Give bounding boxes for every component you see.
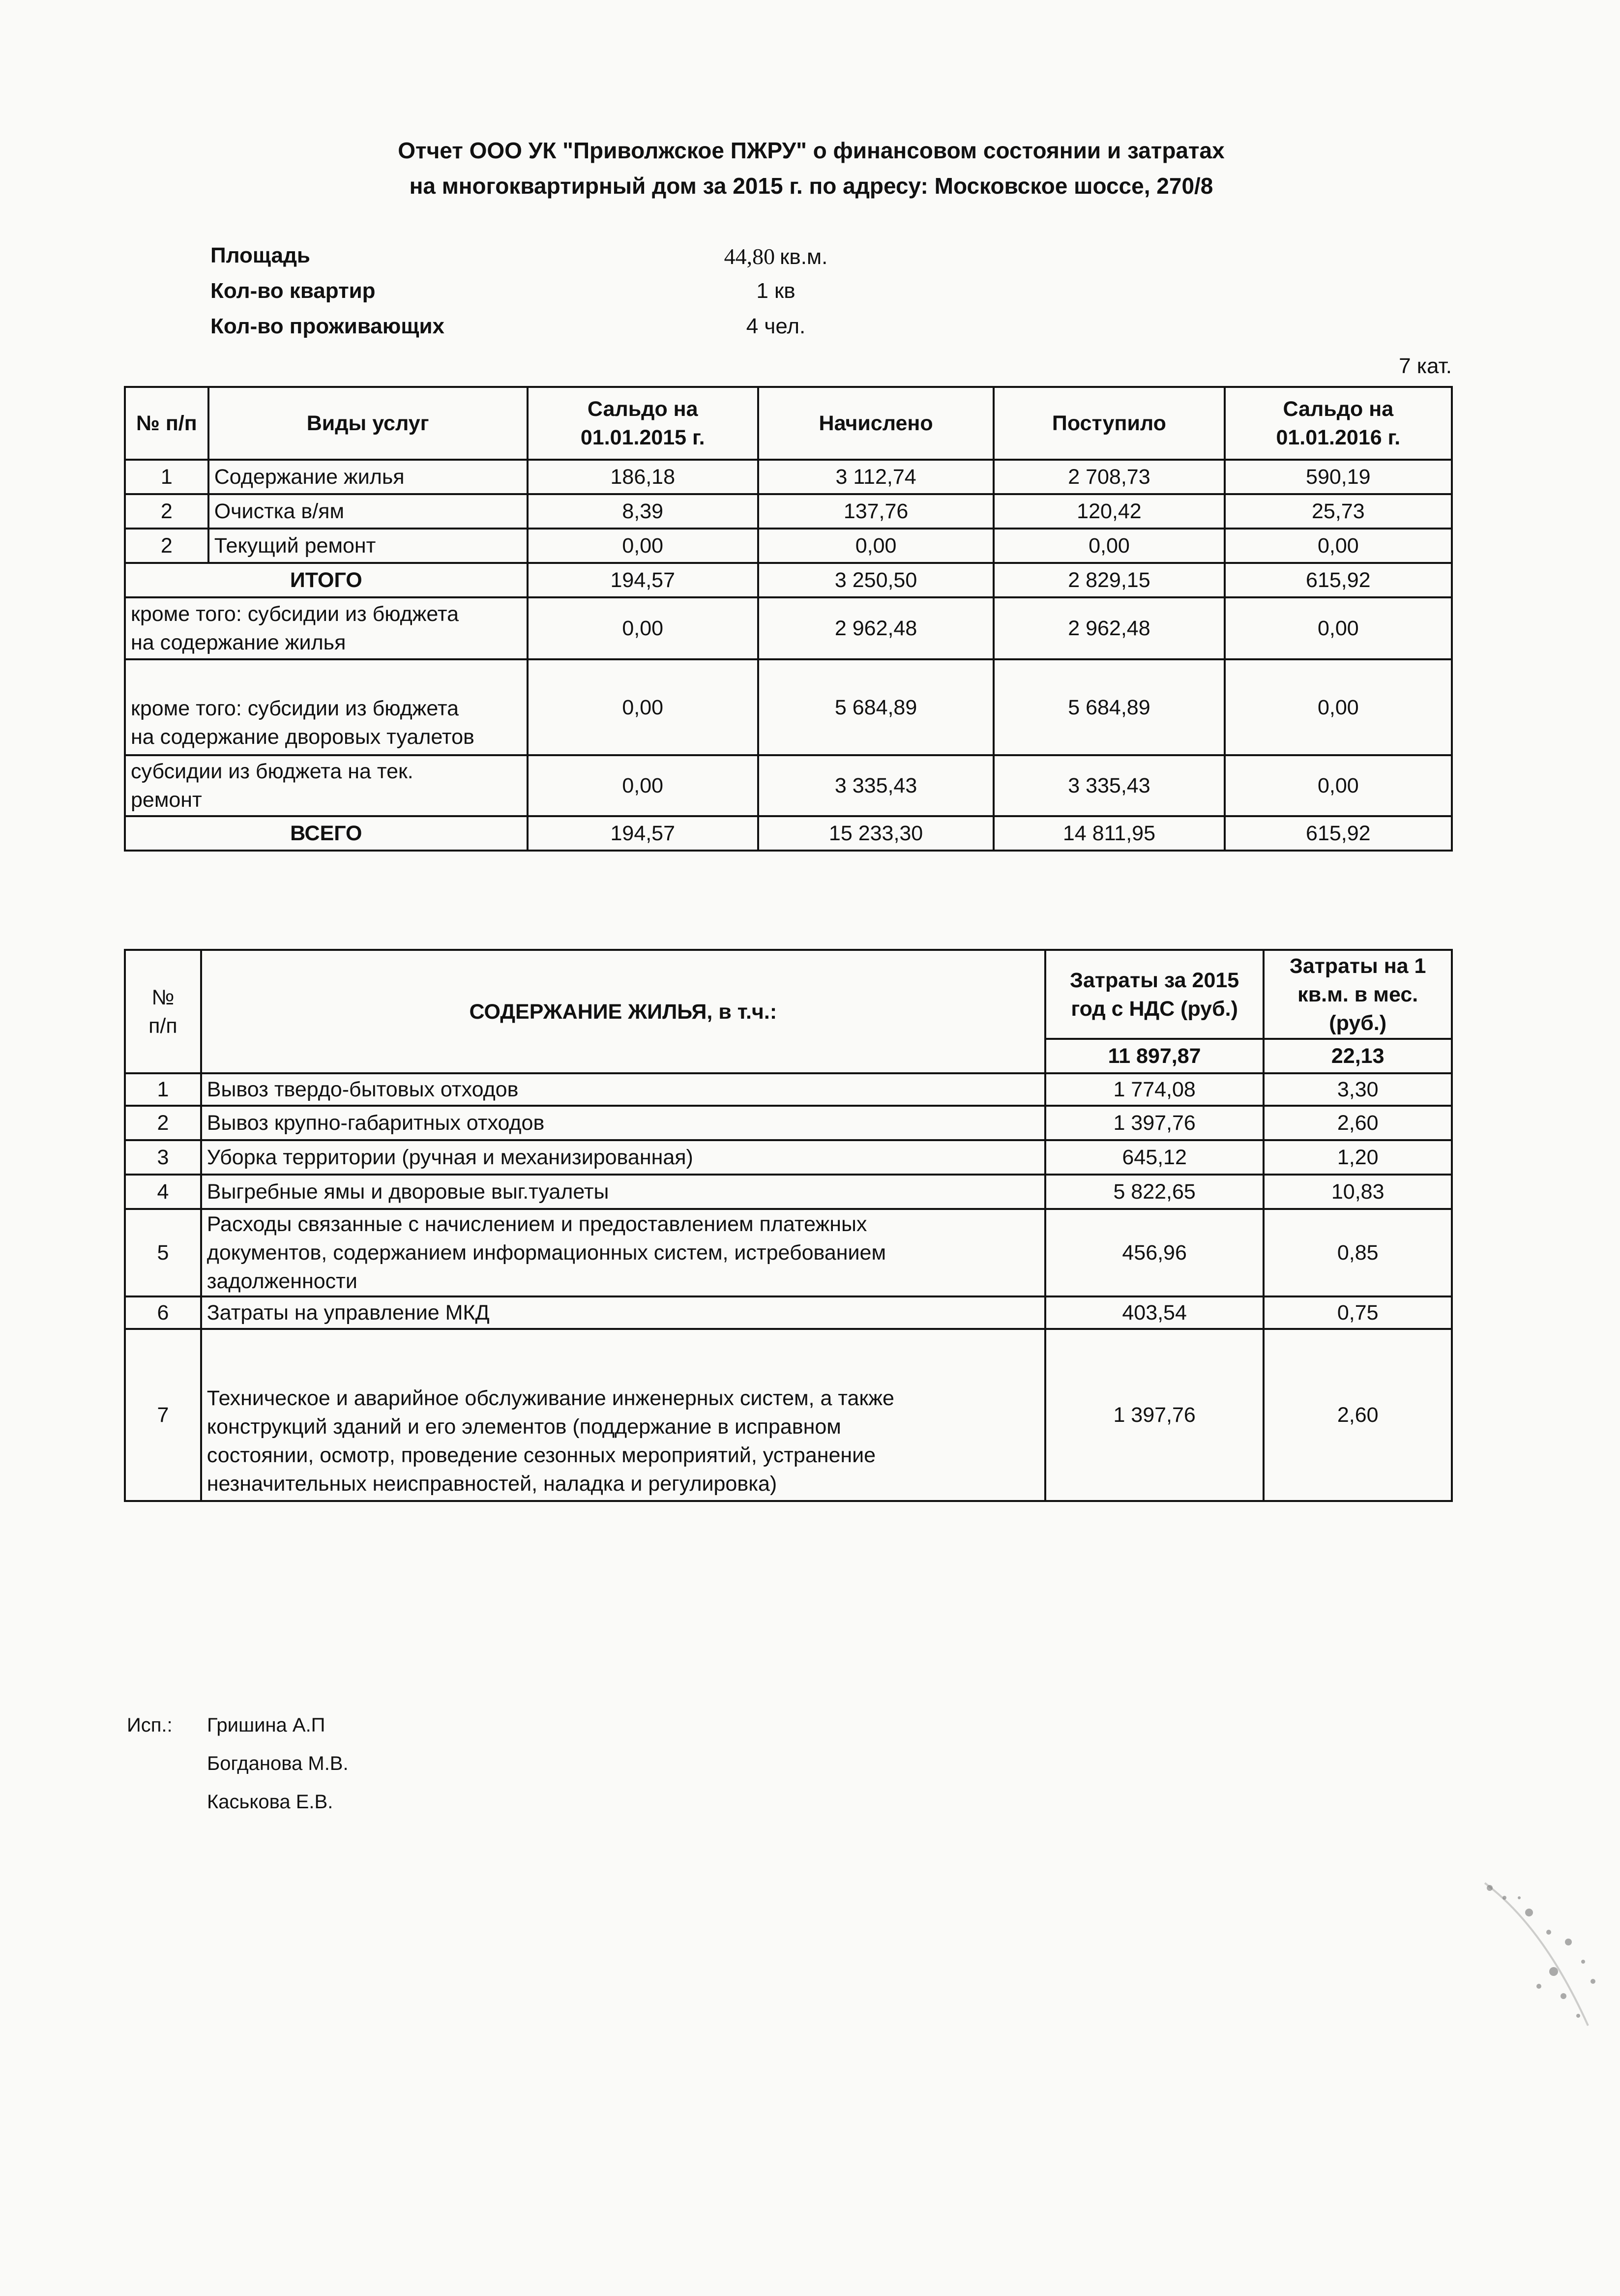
total-accrued: 3 250,50 — [758, 563, 994, 597]
row-description-line: документов, содержанием информационных систем, истребованием — [206, 1241, 886, 1265]
header-saldo-end — [1225, 387, 1452, 460]
subsidy-row — [125, 755, 1452, 816]
flats-value: 1 кв — [756, 279, 795, 303]
header-saldo-start — [528, 387, 758, 460]
row-received: 0,00 — [994, 529, 1224, 563]
subsidy-row — [125, 597, 1452, 659]
report-title — [123, 133, 1500, 204]
row-description-line: задолженности — [206, 1269, 357, 1293]
header-cost-per-sqm-line-1: Затраты на 1 — [1289, 954, 1426, 978]
subsidy-accrued: 5 684,89 — [758, 659, 994, 755]
grand-accrued: 15 233,30 — [758, 816, 994, 851]
grand-received: 14 811,95 — [994, 816, 1224, 851]
row-num: 7 — [125, 1329, 201, 1501]
total-saldo-end: 615,92 — [1225, 563, 1452, 597]
total-cost-per-sqm: 22,13 — [1264, 1039, 1452, 1073]
row-num: 5 — [125, 1209, 201, 1296]
row-num: 3 — [125, 1140, 201, 1175]
subsidy-received: 5 684,89 — [994, 659, 1224, 755]
subsidy-saldo-end: 0,00 — [1225, 659, 1452, 755]
table-row — [125, 1073, 1452, 1106]
row-num: 1 — [125, 1073, 201, 1106]
area-value-wrap — [702, 243, 850, 269]
row-description-line: незначительных неисправностей, наладка и регулировка) — [206, 1472, 777, 1496]
stamp-smudge — [1470, 1868, 1618, 2065]
subsidy-label — [125, 659, 528, 755]
row-saldo-start: 0,00 — [528, 529, 758, 563]
row-num: 2 — [125, 529, 208, 563]
row-annual-cost: 1 397,76 — [1045, 1106, 1264, 1140]
residents-label: Кол-во проживающих — [210, 314, 444, 338]
header-num: № п/п — [125, 387, 208, 460]
row-service: Текущий ремонт — [208, 529, 528, 563]
row-accrued: 0,00 — [758, 529, 994, 563]
row-annual-cost: 5 822,65 — [1045, 1175, 1264, 1209]
subsidy-label-line-1: субсидии из бюджета на тек. — [131, 760, 413, 783]
row-description — [201, 1329, 1045, 1501]
row-cost-per-sqm: 2,60 — [1264, 1329, 1452, 1501]
row-cost-per-sqm: 1,20 — [1264, 1140, 1452, 1175]
header-annual-cost-line-2: год с НДС (руб.) — [1071, 997, 1238, 1021]
subsidy-saldo-end: 0,00 — [1225, 755, 1452, 816]
table-row — [125, 1140, 1452, 1175]
maintenance-costs-table — [124, 949, 1453, 1502]
header-num-line-1: № — [151, 985, 175, 1009]
subsidy-label-line-2: ремонт — [131, 788, 202, 812]
header-cost-per-sqm — [1264, 950, 1452, 1039]
table-row — [125, 529, 1452, 563]
executors — [127, 1706, 349, 1813]
row-cost-per-sqm: 10,83 — [1264, 1175, 1452, 1209]
row-annual-cost: 403,54 — [1045, 1296, 1264, 1329]
header-saldo-end-line-2: 01.01.2016 г. — [1276, 426, 1401, 449]
row-accrued: 137,76 — [758, 494, 994, 529]
subsidy-saldo-end: 0,00 — [1225, 597, 1452, 659]
executor-name: Каськова Е.В. — [207, 1791, 333, 1813]
grand-total-row — [125, 816, 1452, 851]
row-description-line: Выгребные ямы и дворовые выг.туалеты — [206, 1180, 609, 1204]
grand-saldo-end: 615,92 — [1225, 816, 1452, 851]
row-annual-cost: 645,12 — [1045, 1140, 1264, 1175]
header-cost-per-sqm-line-2: кв.м. в мес. — [1297, 982, 1418, 1006]
table-row — [125, 494, 1452, 529]
subsidy-received: 3 335,43 — [994, 755, 1224, 816]
row-description-line: Техническое и аварийное обслуживание инженерных систем, а также — [206, 1386, 894, 1410]
subsidy-label-line-2: на содержание дворовых туалетов — [131, 725, 474, 749]
header-accrued: Начислено — [758, 387, 994, 460]
row-cost-per-sqm: 3,30 — [1264, 1073, 1452, 1106]
area-value: 44,80 — [724, 244, 775, 269]
row-description-line: Уборка территории (ручная и механизированная) — [206, 1146, 693, 1169]
subsidy-saldo-start: 0,00 — [528, 597, 758, 659]
report-title-line-2: на многоквартирный дом за 2015 г. по адресу: Московское шоссе, 270/8 — [409, 173, 1213, 199]
header-title: СОДЕРЖАНИЕ ЖИЛЬЯ, в т.ч.: — [201, 950, 1045, 1073]
finance-header-row — [125, 387, 1452, 460]
subsidy-label-line-1: кроме того: субсидии из бюджета — [131, 602, 459, 626]
row-num: 6 — [125, 1296, 201, 1329]
header-cost-per-sqm-line-3: (руб.) — [1329, 1011, 1387, 1035]
subsidy-label — [125, 755, 528, 816]
header-annual-cost — [1045, 950, 1264, 1039]
report-title-line-1: Отчет ООО УК "Приволжское ПЖРУ" о финансовом состоянии и затратах — [398, 138, 1225, 163]
row-received: 2 708,73 — [994, 460, 1224, 494]
row-cost-per-sqm: 0,85 — [1264, 1209, 1452, 1296]
finance-table — [124, 386, 1453, 852]
residents-value: 4 чел. — [746, 314, 806, 338]
row-description — [201, 1106, 1045, 1140]
table-row — [125, 1209, 1452, 1296]
subsidy-row — [125, 659, 1452, 755]
header-saldo-start-line-2: 01.01.2015 г. — [580, 426, 705, 449]
executor-name: Гришина А.П — [207, 1714, 325, 1736]
row-accrued: 3 112,74 — [758, 460, 994, 494]
row-num: 4 — [125, 1175, 201, 1209]
header-saldo-start-line-1: Сальдо на — [587, 397, 698, 421]
header-service: Виды услуг — [208, 387, 528, 460]
area-label: Площадь — [210, 243, 310, 267]
total-annual-cost: 11 897,87 — [1045, 1039, 1264, 1073]
row-description-line: Вывоз твердо-бытовых отходов — [206, 1078, 519, 1101]
row-saldo-end: 25,73 — [1225, 494, 1452, 529]
subsidy-accrued: 2 962,48 — [758, 597, 994, 659]
table-row — [125, 1106, 1452, 1140]
row-saldo-start: 8,39 — [528, 494, 758, 529]
total-saldo-start: 194,57 — [528, 563, 758, 597]
row-service: Содержание жилья — [208, 460, 528, 494]
grand-saldo-start: 194,57 — [528, 816, 758, 851]
row-saldo-end: 590,19 — [1225, 460, 1452, 494]
category-label: 7 кат. — [1399, 354, 1452, 378]
row-description-line: конструкций зданий и его элементов (поддержание в исправном — [206, 1415, 841, 1439]
row-num: 2 — [125, 494, 208, 529]
row-service: Очистка в/ям — [208, 494, 528, 529]
executor-name: Богданова М.В. — [207, 1753, 349, 1774]
row-received: 120,42 — [994, 494, 1224, 529]
costs-header-row — [125, 950, 1452, 1039]
table-row — [125, 1296, 1452, 1329]
header-received: Поступило — [994, 387, 1224, 460]
table-row — [125, 460, 1452, 494]
row-cost-per-sqm: 0,75 — [1264, 1296, 1452, 1329]
row-saldo-end: 0,00 — [1225, 529, 1452, 563]
row-description — [201, 1296, 1045, 1329]
subsidy-label — [125, 597, 528, 659]
row-description-line: состоянии, осмотр, проведение сезонных мероприятий, устранение — [206, 1443, 876, 1467]
total-row — [125, 563, 1452, 597]
row-annual-cost: 456,96 — [1045, 1209, 1264, 1296]
row-description-line: Расходы связанные с начислением и предоставлением платежных — [206, 1212, 867, 1236]
header-num — [125, 950, 201, 1073]
flats-label: Кол-во квартир — [210, 279, 376, 303]
header-num-line-2: п/п — [148, 1014, 177, 1038]
subsidy-received: 2 962,48 — [994, 597, 1224, 659]
row-description-line: Вывоз крупно-габаритных отходов — [206, 1111, 545, 1135]
total-received: 2 829,15 — [994, 563, 1224, 597]
row-description — [201, 1140, 1045, 1175]
executors-names — [207, 1706, 349, 1821]
subsidy-label-line-2: на содержание жилья — [131, 631, 346, 654]
header-annual-cost-line-1: Затраты за 2015 — [1070, 968, 1239, 992]
costs-rows — [125, 1073, 1452, 1501]
executors-label: Исп.: — [127, 1714, 173, 1736]
total-label: ИТОГО — [125, 563, 528, 597]
subsidy-saldo-start: 0,00 — [528, 755, 758, 816]
subsidy-label-line-1: кроме того: субсидии из бюджета — [131, 697, 459, 720]
row-description — [201, 1175, 1045, 1209]
row-cost-per-sqm: 2,60 — [1264, 1106, 1452, 1140]
row-annual-cost: 1 397,76 — [1045, 1329, 1264, 1501]
row-annual-cost: 1 774,08 — [1045, 1073, 1264, 1106]
row-num: 2 — [125, 1106, 201, 1140]
table-row — [125, 1175, 1452, 1209]
row-description — [201, 1073, 1045, 1106]
row-num: 1 — [125, 460, 208, 494]
header-saldo-end-line-1: Сальдо на — [1283, 397, 1394, 421]
table-row — [125, 1329, 1452, 1501]
grand-total-label: ВСЕГО — [125, 816, 528, 851]
subsidy-accrued: 3 335,43 — [758, 755, 994, 816]
row-description — [201, 1209, 1045, 1296]
row-description-line: Затраты на управление МКД — [206, 1301, 490, 1325]
row-saldo-start: 186,18 — [528, 460, 758, 494]
subsidy-saldo-start: 0,00 — [528, 659, 758, 755]
area-unit: кв.м. — [780, 245, 828, 269]
